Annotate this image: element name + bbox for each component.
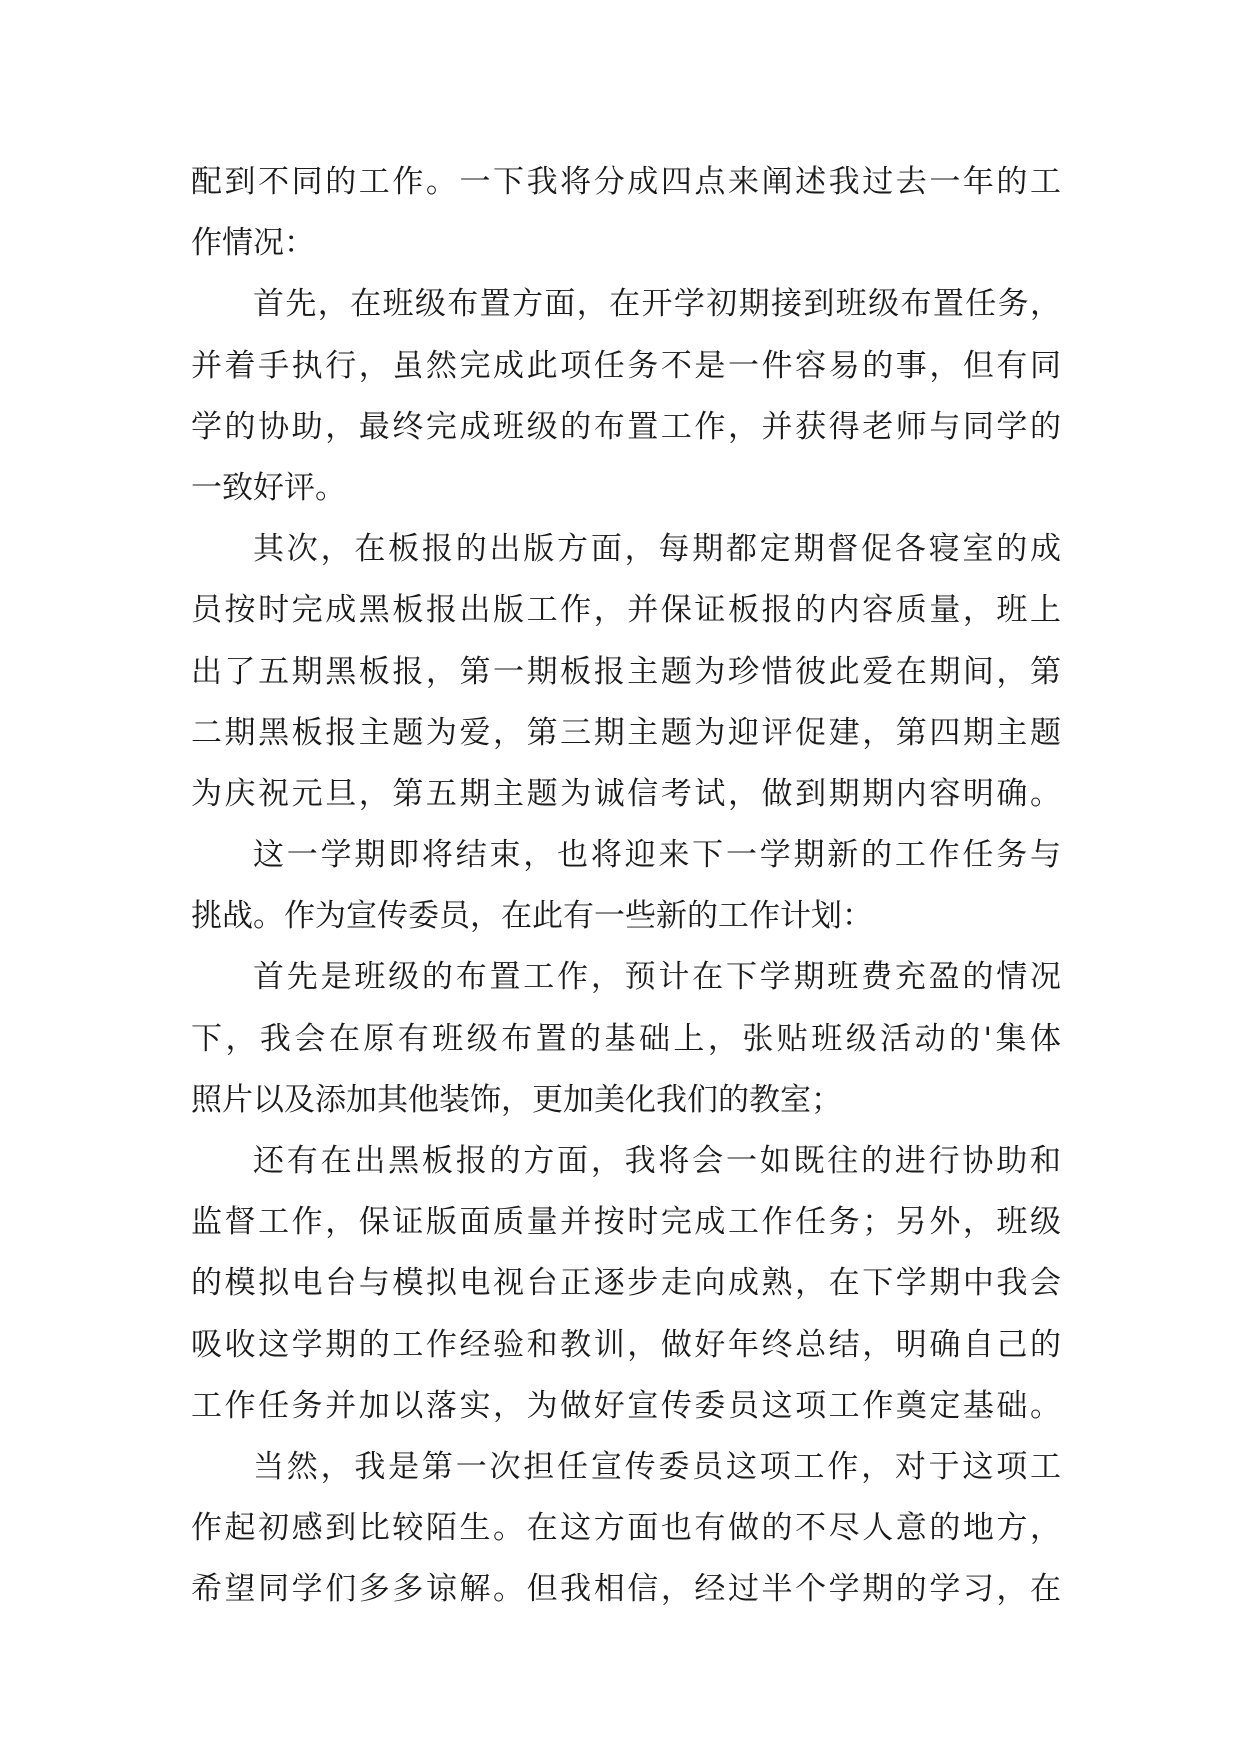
paragraph-first-line: 当然，我是第一次担任宣传委员这项工作，对于这项工 [253,1448,1061,1485]
text-line: 希望同学们多多谅解。但我相信，经过半个学期的学习，在 [191,1571,1061,1608]
text-line: 并着手执行，虽然完成此项任务不是一件容易的事，但有同 [191,347,1061,384]
text-line: 二期黑板报主题为爱，第三期主题为迎评促建，第四期主题 [191,714,1061,751]
text-line: 工作任务并加以落实，为做好宣传委员这项工作奠定基础。 [191,1387,1061,1424]
text-line: 吸收这学期的工作经验和教训，做好年终总结，明确自己的 [191,1326,1061,1363]
text-line: 员按时完成黑板报出版工作，并保证板报的内容质量，班上 [191,592,1061,629]
paragraph-first-line: 还有在出黑板报的方面，我将会一如既往的进行协助和 [253,1143,1061,1179]
text-line: 的模拟电台与模拟电视台正逐步走向成熟，在下学期中我会 [191,1265,1061,1302]
text-line: 照片以及添加其他装饰，更加美化我们的教室； [191,1081,842,1118]
document-body [191,152,1061,1621]
text-line: 学的协助，最终完成班级的布置工作，并获得老师与同学的 [191,408,1061,445]
text-line: 作起初感到比较陌生。在这方面也有做的不尽人意的地方， [191,1510,1061,1547]
text-line: 监督工作，保证版面质量并按时完成工作任务；另外，班级 [191,1204,1061,1241]
paragraph-first-line: 其次，在板报的出版方面，每期都定期督促各寝室的成 [253,531,1061,568]
paragraph-first-line: 这一学期即将结束，也将迎来下一学期新的工作任务与 [253,837,1061,874]
text-line: 配到不同的工作。一下我将分成四点来阐述我过去一年的工 [191,164,1061,200]
paragraph-first-line: 首先是班级的布置工作，预计在下学期班费充盈的情况 [253,959,1061,996]
text-line: 作情况： [191,225,315,262]
text-line: 为庆祝元旦，第五期主题为诚信考试，做到期期内容明确。 [191,775,1061,812]
text-line: 下，我会在原有班级布置的基础上，张贴班级活动的'集体 [191,1020,1061,1057]
paragraph-first-line: 首先，在班级布置方面，在开学初期接到班级布置任务， [253,286,1061,323]
text-line: 出了五期黑板报，第一期板报主题为珍惜彼此爱在期间，第 [191,653,1061,690]
text-line: 一致好评。 [191,469,346,506]
text-line: 挑战。作为宣传委员，在此有一些新的工作计划： [191,898,873,935]
